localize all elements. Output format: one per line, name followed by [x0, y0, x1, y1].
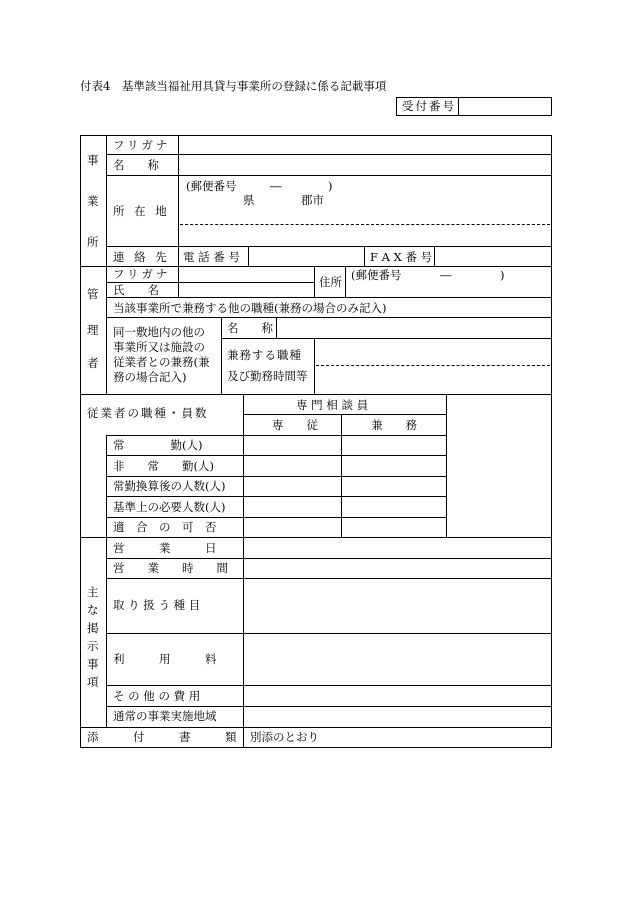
document-title: 付表4 基準該当福祉用具貸与事業所の登録に係る記載事項	[80, 79, 387, 93]
manager-other-office-line-2: 事業所又は施設の	[113, 340, 205, 354]
manager-other-office-name-field[interactable]	[278, 319, 550, 337]
notices-group-label-1: 主	[87, 585, 99, 599]
office-fax-label: F A X 番 号	[370, 250, 433, 264]
business-hours-field[interactable]	[245, 560, 550, 577]
manager-concurrent-note: 当該事業所で兼務する他の職種(兼務の場合のみ記入)	[113, 301, 387, 315]
manager-postal-close: )	[500, 268, 505, 282]
manager-group-label-2: 理	[87, 323, 99, 337]
office-address-dashed-line	[180, 224, 550, 225]
attachment-value: 別添のとおり	[250, 730, 319, 744]
office-name-label: 名 称	[113, 158, 159, 172]
staff-row-fulltime-label: 常 勤(人)	[113, 438, 203, 452]
office-postal-dash: ―	[270, 179, 282, 193]
manager-name-field[interactable]	[180, 284, 312, 296]
manager-position-field[interactable]	[316, 340, 550, 392]
manager-postal-open: (郵便番号	[351, 268, 402, 282]
receipt-number-label: 受付番号	[402, 99, 456, 113]
concurrent-label: 兼 務	[371, 418, 417, 432]
attachment-label: 添 付 書 類	[87, 730, 237, 744]
manager-name-label: 氏 名	[113, 283, 159, 297]
manager-postal-dash: ―	[440, 268, 452, 282]
manager-other-office-line-1: 同一敷地内の他の	[113, 325, 205, 339]
other-fees-field[interactable]	[245, 687, 550, 705]
notices-group-label-2: な	[87, 603, 99, 617]
staff-parttime-dedicated-field[interactable]	[245, 457, 339, 475]
office-postal-close: )	[328, 179, 333, 193]
staff-fte-concurrent-field[interactable]	[343, 478, 444, 495]
staff-header-label: 従業者の職種・員数	[87, 406, 209, 420]
office-address-field[interactable]	[180, 226, 550, 244]
office-phone-field[interactable]	[250, 248, 362, 265]
office-city-text: 郡市	[301, 193, 324, 207]
staff-row-fte-label: 常勤換算後の人数(人)	[113, 479, 226, 493]
business-days-field[interactable]	[245, 539, 550, 557]
manager-position-label-1: 兼務する職種	[227, 348, 302, 362]
business-days-label: 営 業 日	[113, 541, 217, 555]
office-group-label-1: 事	[87, 153, 99, 167]
office-name-field[interactable]	[180, 157, 550, 174]
manager-furigana-field[interactable]	[180, 268, 312, 281]
manager-other-office-line-3: 従業者との兼務(兼	[113, 355, 210, 369]
office-group-label-2: 業	[87, 194, 99, 208]
notices-group-label-6: 項	[87, 675, 99, 689]
business-hours-label: 営 業 時 間	[113, 561, 228, 575]
manager-other-office-name-label: 名 称	[227, 321, 273, 335]
staff-required-concurrent-field[interactable]	[343, 498, 444, 516]
notices-group-label-3: 掲	[87, 621, 99, 635]
other-fees-label: そ の 他 の 費 用	[113, 689, 201, 703]
office-fax-field[interactable]	[436, 248, 550, 265]
office-postal-open: (郵便番号	[186, 179, 237, 193]
staff-fulltime-dedicated-field[interactable]	[245, 437, 339, 454]
office-phone-label: 電 話 番 号	[183, 250, 240, 264]
manager-address-field[interactable]	[347, 283, 550, 296]
item-types-label: 取 り 扱 う 種 目	[113, 598, 201, 612]
service-area-label: 通常の事業実施地域	[113, 709, 217, 723]
staff-compliance-concurrent-field[interactable]	[343, 519, 444, 536]
manager-group-label-1: 管	[87, 287, 99, 301]
office-furigana-field[interactable]	[180, 137, 550, 153]
staff-parttime-concurrent-field[interactable]	[343, 457, 444, 475]
office-contact-label: 連 絡 先	[113, 250, 170, 264]
specialist-consultant-label: 専 門 相 談 員	[296, 398, 369, 412]
usage-fee-field[interactable]	[245, 635, 550, 684]
notices-group-label-4: 示	[87, 639, 99, 653]
item-types-field[interactable]	[245, 580, 550, 632]
office-furigana-label: フリガナ	[113, 138, 171, 152]
fulltime-label: 専 従	[272, 418, 318, 432]
staff-row-required-label: 基準上の必要人数(人)	[113, 500, 226, 514]
staff-fte-dedicated-field[interactable]	[245, 478, 339, 495]
manager-address-label: 住所	[319, 275, 342, 289]
office-prefecture-text: 県	[243, 193, 255, 207]
service-area-field[interactable]	[245, 708, 550, 726]
manager-group-label-3: 者	[87, 356, 99, 370]
office-group-label-3: 所	[87, 235, 99, 249]
notices-group-label-5: 事	[87, 657, 99, 671]
manager-other-office-line-4: 務の場合記入)	[113, 370, 187, 384]
manager-position-label-2: 及び勤務時間等	[227, 369, 308, 383]
staff-compliance-dedicated-field[interactable]	[245, 519, 339, 536]
staff-fulltime-concurrent-field[interactable]	[343, 437, 444, 454]
manager-furigana-label: フリガナ	[113, 267, 171, 281]
staff-row-parttime-label: 非 常 勤(人)	[113, 459, 214, 473]
usage-fee-label: 利 用 料	[113, 652, 217, 666]
staff-required-dedicated-field[interactable]	[245, 498, 339, 516]
office-address-label: 所 在 地	[113, 204, 170, 218]
staff-row-compliance-label: 適 合 の 可 否	[113, 520, 217, 534]
